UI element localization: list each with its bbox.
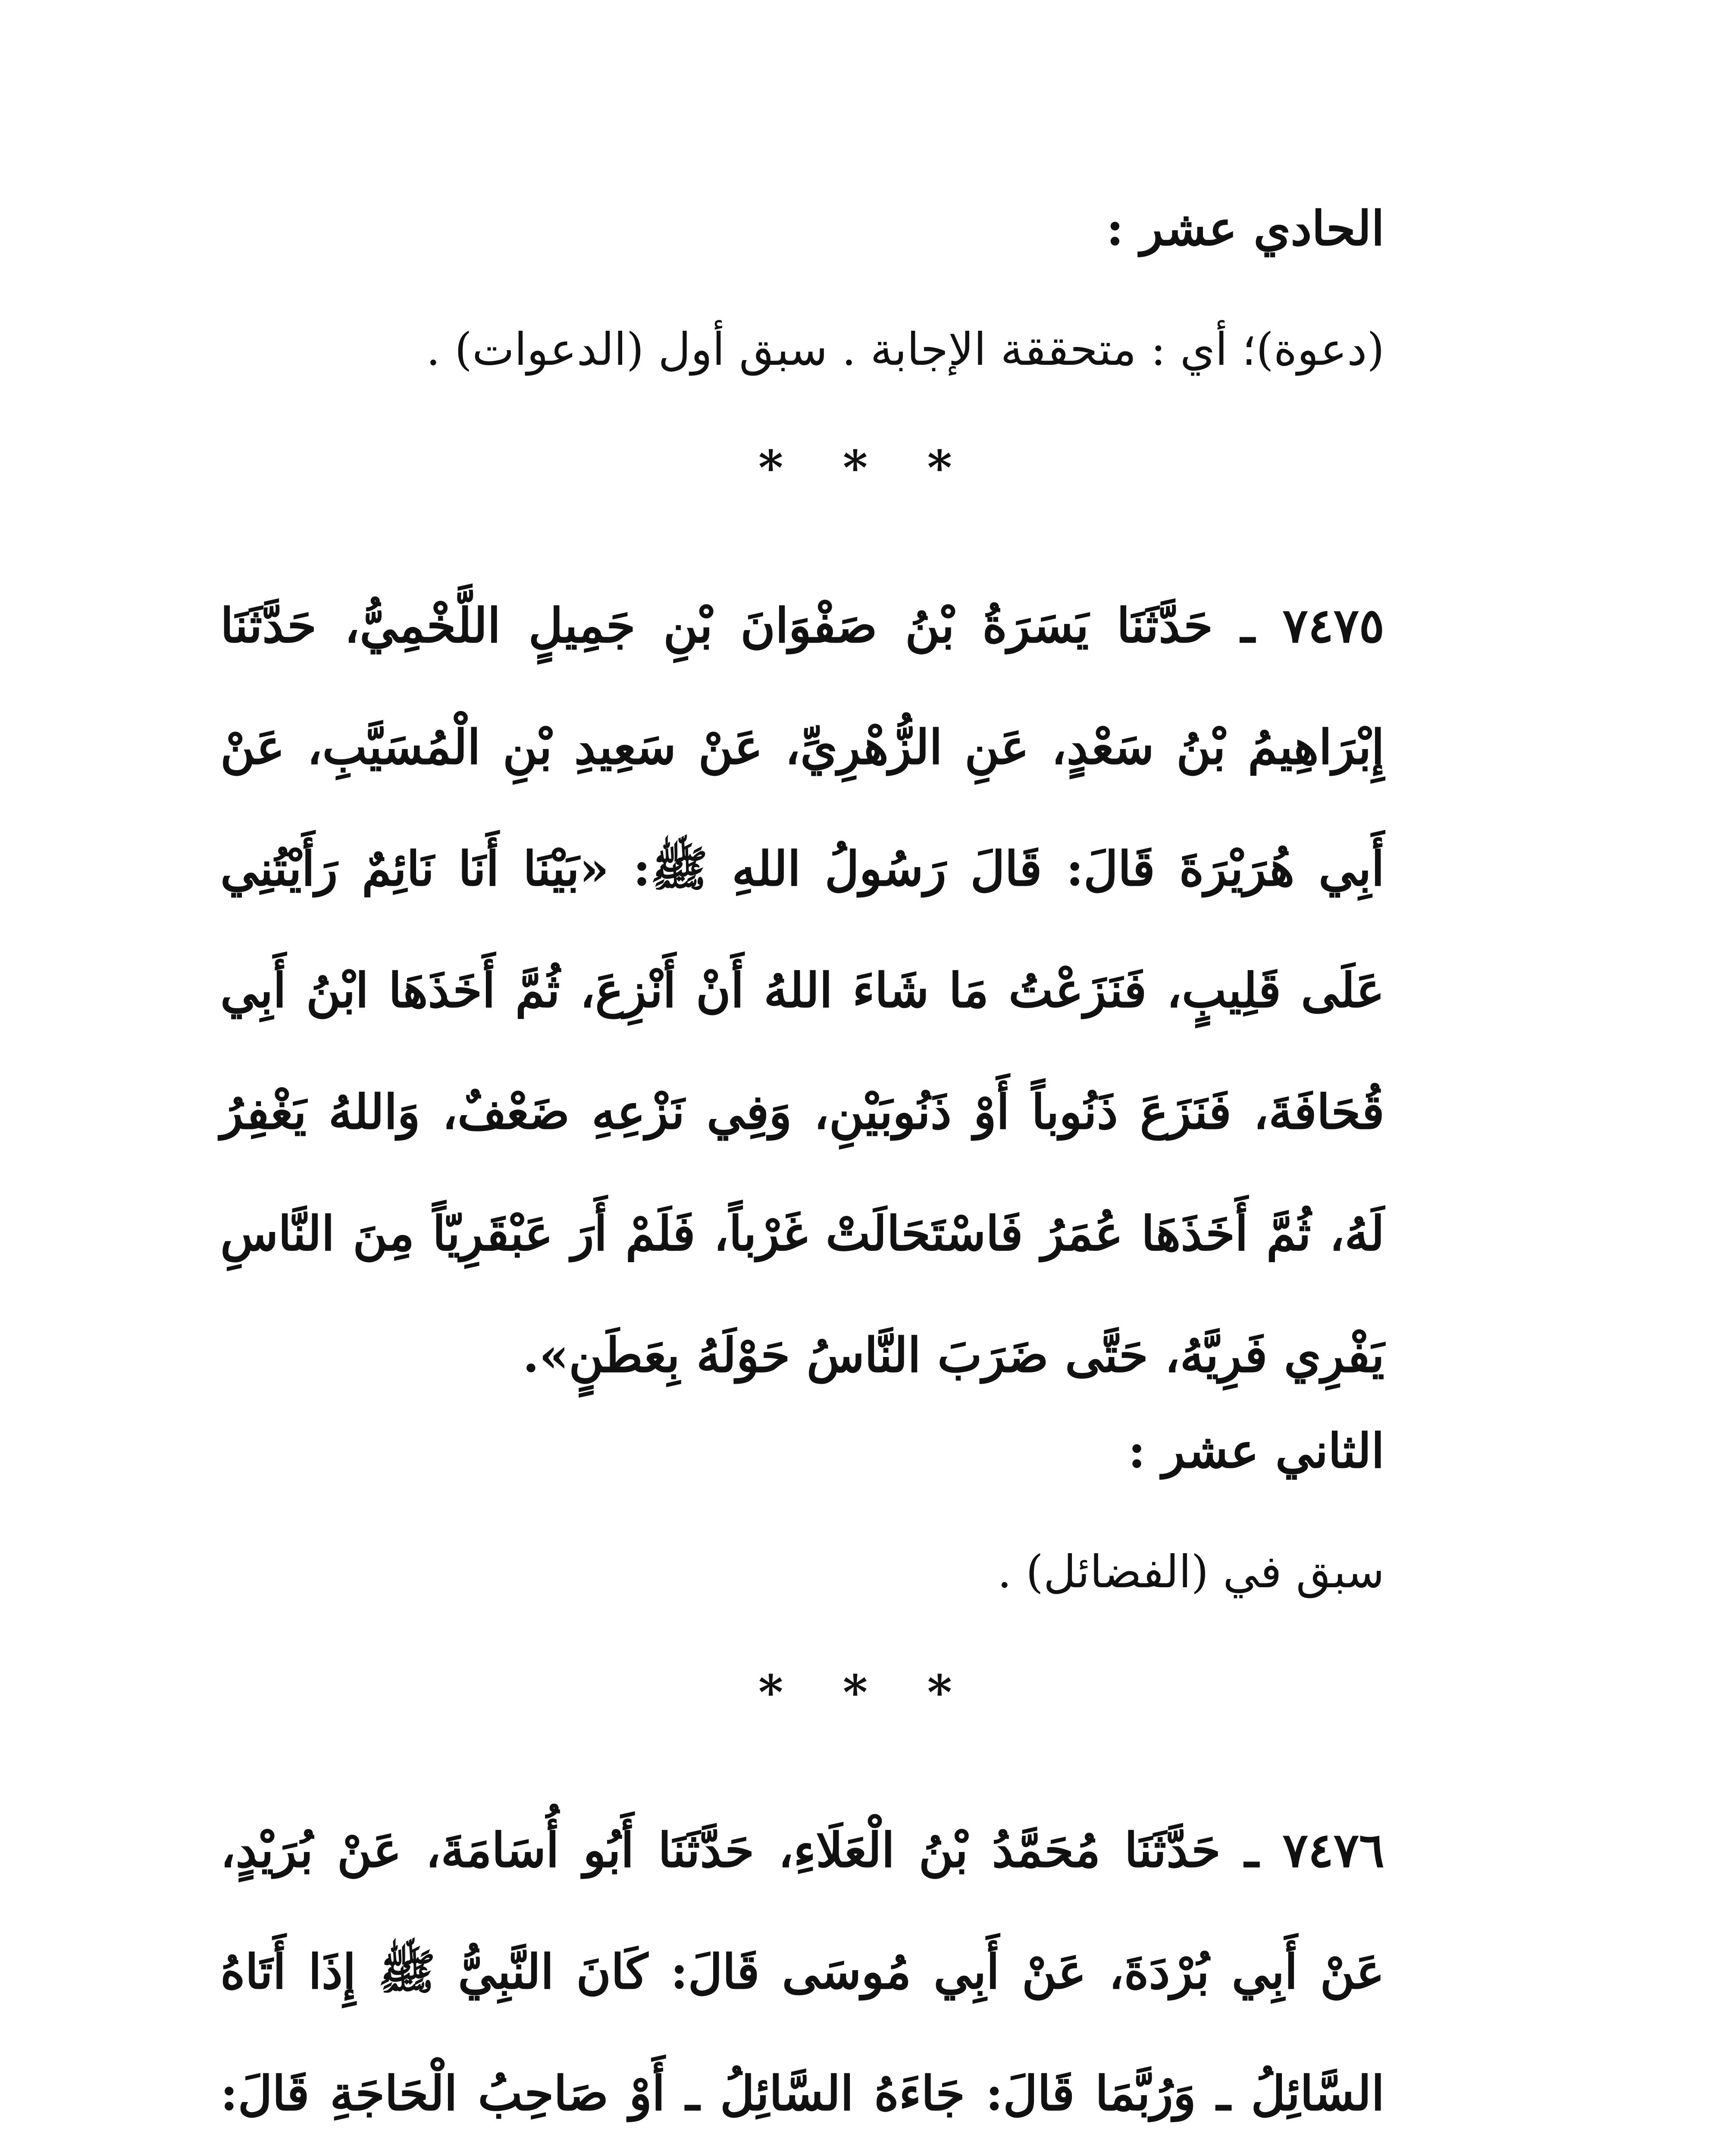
hadith-7476: ٧٤٧٦ ـ حَدَّثَنَا مُحَمَّدُ بْنُ الْعَلَاءِ، حَدَّثَنَا أَبُو أُسَامَةَ، عَنْ بُرَيْدٍ، عَنْ أَبِي بُرْدَةَ، عَنْ أَبِي مُوسَى قَالَ: كَانَ النَّبِيُّ ﷺ إِذَا أَتَاهُ السَّائِلُ ـ وَرُبَّمَا قَالَ: جَاءَهُ السَّائِلُ ـ أَوْ صَاحِبُ الْحَاجَةِ قَالَ: <box>220 1822 1384 2121</box>
separator-stars-1: * * * <box>758 440 974 495</box>
section-note-12: سبق في (الفضائل) . <box>997 1545 1384 1598</box>
section-note-11: (دعوة)؛ أي : متحققة الإجابة . سبق أول (الدعوات) . <box>426 323 1384 376</box>
hadith-7475: ٧٤٧٥ ـ حَدَّثَنَا يَسَرَةُ بْنُ صَفْوَانَ بْنِ جَمِيلٍ اللَّخْمِيُّ، حَدَّثَنَا إِبْرَاهِيمُ بْنُ سَعْدٍ، عَنِ الزُّهْرِيِّ، عَنْ سَعِيدِ بْنِ الْمُسَيَّبِ، عَنْ أَبِي هُرَيْرَةَ قَالَ: قَالَ رَسُولُ اللهِ ﷺ: «بَيْنَا أَنَا نَائِمٌ رَأَيْتُنِي عَلَى قَلِيبٍ، فَنَزَعْتُ مَا شَاءَ اللهُ أَنْ أَنْزِعَ، ثُمَّ أَخَذَهَا ابْنُ أَبِي قُحَافَةَ، فَنَزَعَ ذَنُوباً أَوْ ذَنُوبَيْنِ، وَفِي نَزْعِهِ ضَعْفٌ، وَاللهُ يَغْفِرُ لَهُ، ثُمَّ أَخَذَهَا عُمَرُ فَاسْتَحَالَتْ غَرْباً، فَلَمْ أَرَ عَبْقَرِيّاً مِنَ النَّاسِ يَفْرِي فَرِيَّهُ، حَتَّى ضَرَبَ النَّاسُ حَوْلَهُ بِعَطَنٍ». <box>220 598 1384 1383</box>
section-heading-12: الثاني عشر : <box>1128 1423 1384 1479</box>
section-heading-11: الحادي عشر : <box>1106 201 1384 256</box>
separator-stars-2: * * * <box>758 1664 974 1720</box>
